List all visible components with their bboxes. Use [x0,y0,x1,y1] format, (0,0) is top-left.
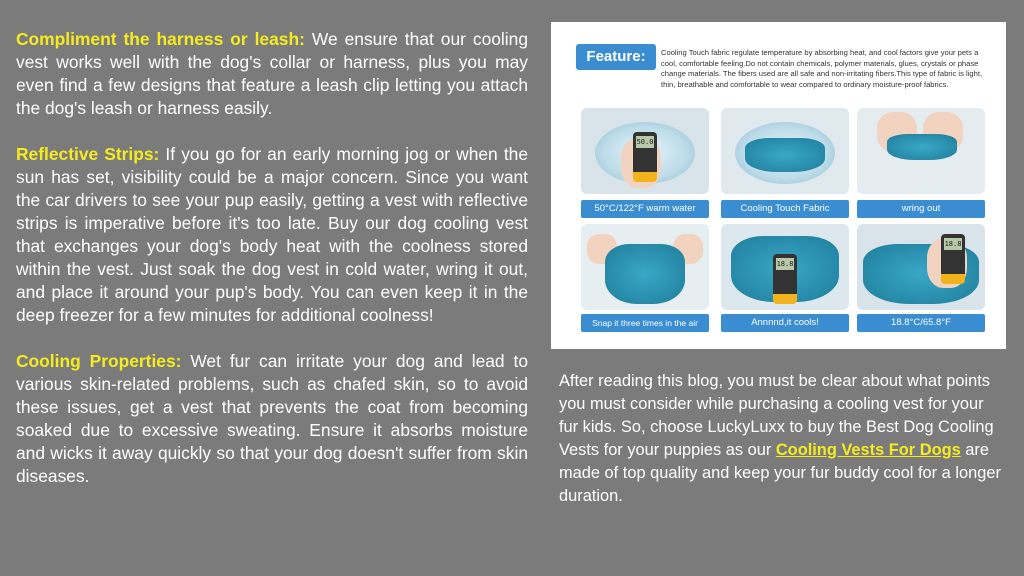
section-cooling [16,350,528,488]
thermo-reading: 18.8 [776,260,794,268]
photo-snap [581,224,709,310]
caption-wring-out: wring out [857,200,985,218]
closing-text-after: are made of top quality and keep your fur buddy cool for a longer duration. [559,441,1001,505]
cooling-vests-link[interactable]: Cooling Vests For Dogs [775,441,961,459]
section-body: We ensure that our cooling vest works well with the dog's collar or harness, plus you may even find a few designs that feature a leash clip letting you attach the dog's leash or harness easily. [16,29,529,118]
closing-text-before: After reading this blog, you must be clear about what points you must consider while purchasing a cooling vest for your fur kids. So, choose LuckyLuxx to buy the Best Dog Cooling Vests for your puppies as our [559,372,994,459]
caption-cools: Annnnd,it cools! [721,314,849,332]
section-body: If you go for an early morning jog or when the sun has set, visibility could be a major concern. Since you want the car drivers to see your pup easily, getting a vest with reflective strips is imperative before it's too late. Buy our dog cooling vest that exchanges your dog's body heat with the coolness stored within the vest. Just soak the dog vest in cold water, wring it out, and place it around your pup's body. You can even keep it in the deep freezer for a few minutes for additional coolness! [16,144,528,325]
section-body: Wet fur can irritate your dog and lead to various skin-related problems, such as chafed skin, so to avoid these issues, get a vest that prevents the coat from becoming soaked due to excessive sweating. Ensure it absorbs moisture and wicks it away quickly so that your dog doesn't suffer from skin diseases. [16,351,528,486]
left-text-column [16,28,528,511]
section-harness [16,28,528,120]
photo-cooling-fabric [721,108,849,194]
caption-cooling-fabric: Cooling Touch Fabric [721,200,849,218]
caption-temperature: 18.8°C/65.8°F [857,314,985,332]
thermo-reading: 50.0 [636,138,654,146]
photo-cools [721,224,849,310]
caption-warm-water: 50°C/122°F warm water [581,200,709,218]
thermo-reading: 18.8 [944,240,962,248]
caption-snap: Snap it three times in the air [581,314,709,332]
section-heading: Compliment the harness or leash: [16,29,305,49]
photo-temperature [857,224,985,310]
photo-warm-water [581,108,709,194]
closing-paragraph [559,370,1004,508]
section-heading: Cooling Properties: [16,351,182,371]
feature-description: Cooling Touch fabric regulate temperature by absorbing heat, and cool factors give your pets a cool, comfortable feeling.Do not contain chemicals, polymer materials, glues, crystals or phase change materials. The fibers used are all safe and non-irritating fibers.This type of fabric is light, thin, breathable and comfortable to wear compared to ordinary moisture-proof fabrics. [661,48,983,89]
feature-tag: Feature: [576,44,656,70]
section-reflective [16,143,528,327]
product-feature-image [551,22,1006,349]
section-heading: Reflective Strips: [16,144,160,164]
photo-wring-out [857,108,985,194]
